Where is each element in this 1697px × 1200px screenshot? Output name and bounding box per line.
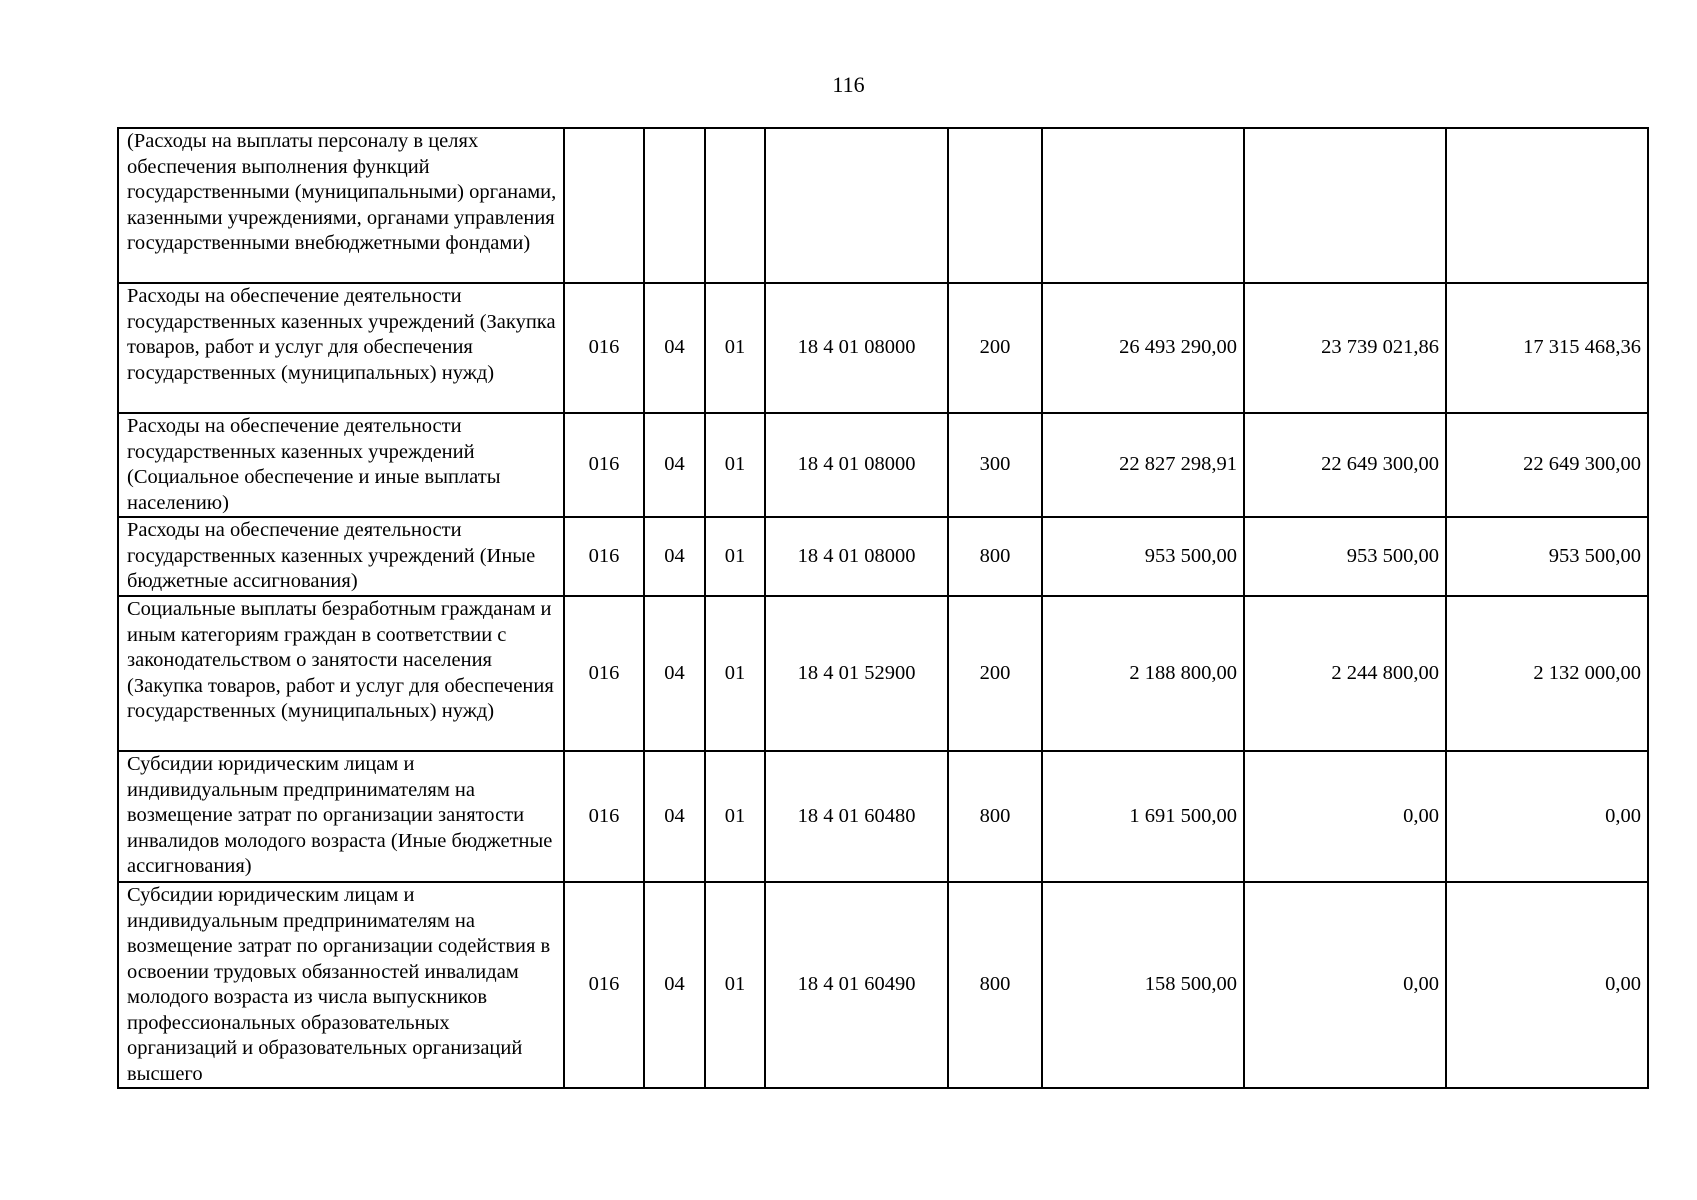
- amount-3-cell: [1446, 128, 1648, 283]
- grbs-cell: 016: [564, 413, 644, 517]
- target-article-cell: 18 4 01 08000: [765, 283, 948, 413]
- grbs-cell: 016: [564, 283, 644, 413]
- amount-3-cell: 0,00: [1446, 882, 1648, 1088]
- target-article-cell: 18 4 01 08000: [765, 517, 948, 596]
- expense-name-cell: Расходы на обеспечение деятельности государственных казенных учреждений (Иные бюджетные ассигнования): [118, 517, 564, 596]
- amount-3-cell: 953 500,00: [1446, 517, 1648, 596]
- amount-2-cell: 2 244 800,00: [1244, 596, 1446, 751]
- amount-1-cell: 1 691 500,00: [1042, 751, 1244, 882]
- expense-type-cell: 300: [948, 413, 1042, 517]
- amount-2-cell: 0,00: [1244, 751, 1446, 882]
- grbs-cell: [564, 128, 644, 283]
- subsection-cell: 01: [705, 517, 765, 596]
- expense-name-cell: Субсидии юридическим лицам и индивидуальным предпринимателям на возмещение затрат по организации занятости инвалидов молодого возраста (Иные бюджетные ассигнования): [118, 751, 564, 882]
- subsection-cell: 01: [705, 596, 765, 751]
- amount-1-cell: [1042, 128, 1244, 283]
- expense-type-cell: 800: [948, 751, 1042, 882]
- expense-name-cell: Расходы на обеспечение деятельности государственных казенных учреждений (Закупка товаров, работ и услуг для обеспечения государственных (муниципальных) нужд): [118, 283, 564, 413]
- table-row: [118, 882, 1648, 1088]
- table-row: [118, 596, 1648, 751]
- table-row: [118, 517, 1648, 596]
- target-article-cell: 18 4 01 60480: [765, 751, 948, 882]
- subsection-cell: 01: [705, 751, 765, 882]
- table-row: [118, 751, 1648, 882]
- amount-2-cell: 23 739 021,86: [1244, 283, 1446, 413]
- section-cell: 04: [644, 283, 705, 413]
- grbs-cell: 016: [564, 517, 644, 596]
- section-cell: 04: [644, 413, 705, 517]
- expense-name-cell: Социальные выплаты безработным гражданам и иным категориям граждан в соответствии с законодательством о занятости населения (Закупка товаров, работ и услуг для обеспечения государственных (муниципальных) нужд): [118, 596, 564, 751]
- expense-type-cell: [948, 128, 1042, 283]
- expense-type-cell: 200: [948, 596, 1042, 751]
- grbs-cell: 016: [564, 882, 644, 1088]
- subsection-cell: 01: [705, 283, 765, 413]
- section-cell: [644, 128, 705, 283]
- amount-1-cell: 2 188 800,00: [1042, 596, 1244, 751]
- target-article-cell: [765, 128, 948, 283]
- target-article-cell: 18 4 01 52900: [765, 596, 948, 751]
- page-number: 116: [832, 72, 865, 97]
- subsection-cell: [705, 128, 765, 283]
- amount-1-cell: 26 493 290,00: [1042, 283, 1244, 413]
- table-row: [118, 413, 1648, 517]
- subsection-cell: 01: [705, 882, 765, 1088]
- expense-name-cell: (Расходы на выплаты персоналу в целях обеспечения выполнения функций государственными (муниципальными) органами, казенными учреждениями, органами управления государственными внебюджетными фондами): [118, 128, 564, 283]
- section-cell: 04: [644, 517, 705, 596]
- amount-1-cell: 953 500,00: [1042, 517, 1244, 596]
- table-row: [118, 283, 1648, 413]
- table-row: [118, 128, 1648, 283]
- amount-1-cell: 22 827 298,91: [1042, 413, 1244, 517]
- expense-name-cell: Расходы на обеспечение деятельности государственных казенных учреждений (Социальное обеспечение и иные выплаты населению): [118, 413, 564, 517]
- target-article-cell: 18 4 01 08000: [765, 413, 948, 517]
- amount-3-cell: 0,00: [1446, 751, 1648, 882]
- section-cell: 04: [644, 751, 705, 882]
- amount-3-cell: 22 649 300,00: [1446, 413, 1648, 517]
- amount-3-cell: 17 315 468,36: [1446, 283, 1648, 413]
- expense-type-cell: 800: [948, 517, 1042, 596]
- section-cell: 04: [644, 596, 705, 751]
- amount-2-cell: 22 649 300,00: [1244, 413, 1446, 517]
- amount-1-cell: 158 500,00: [1042, 882, 1244, 1088]
- subsection-cell: 01: [705, 413, 765, 517]
- target-article-cell: 18 4 01 60490: [765, 882, 948, 1088]
- grbs-cell: 016: [564, 751, 644, 882]
- expense-name-cell: Субсидии юридическим лицам и индивидуальным предпринимателям на возмещение затрат по организации содействия в освоении трудовых обязанностей инвалидам молодого возраста из числа выпускников профессиональных образовательных организаций и образовательных организаций высшего: [118, 882, 564, 1088]
- section-cell: 04: [644, 882, 705, 1088]
- amount-2-cell: [1244, 128, 1446, 283]
- amount-3-cell: 2 132 000,00: [1446, 596, 1648, 751]
- expense-type-cell: 200: [948, 283, 1042, 413]
- grbs-cell: 016: [564, 596, 644, 751]
- expense-type-cell: 800: [948, 882, 1042, 1088]
- budget-table: [117, 127, 1649, 1089]
- amount-2-cell: 0,00: [1244, 882, 1446, 1088]
- amount-2-cell: 953 500,00: [1244, 517, 1446, 596]
